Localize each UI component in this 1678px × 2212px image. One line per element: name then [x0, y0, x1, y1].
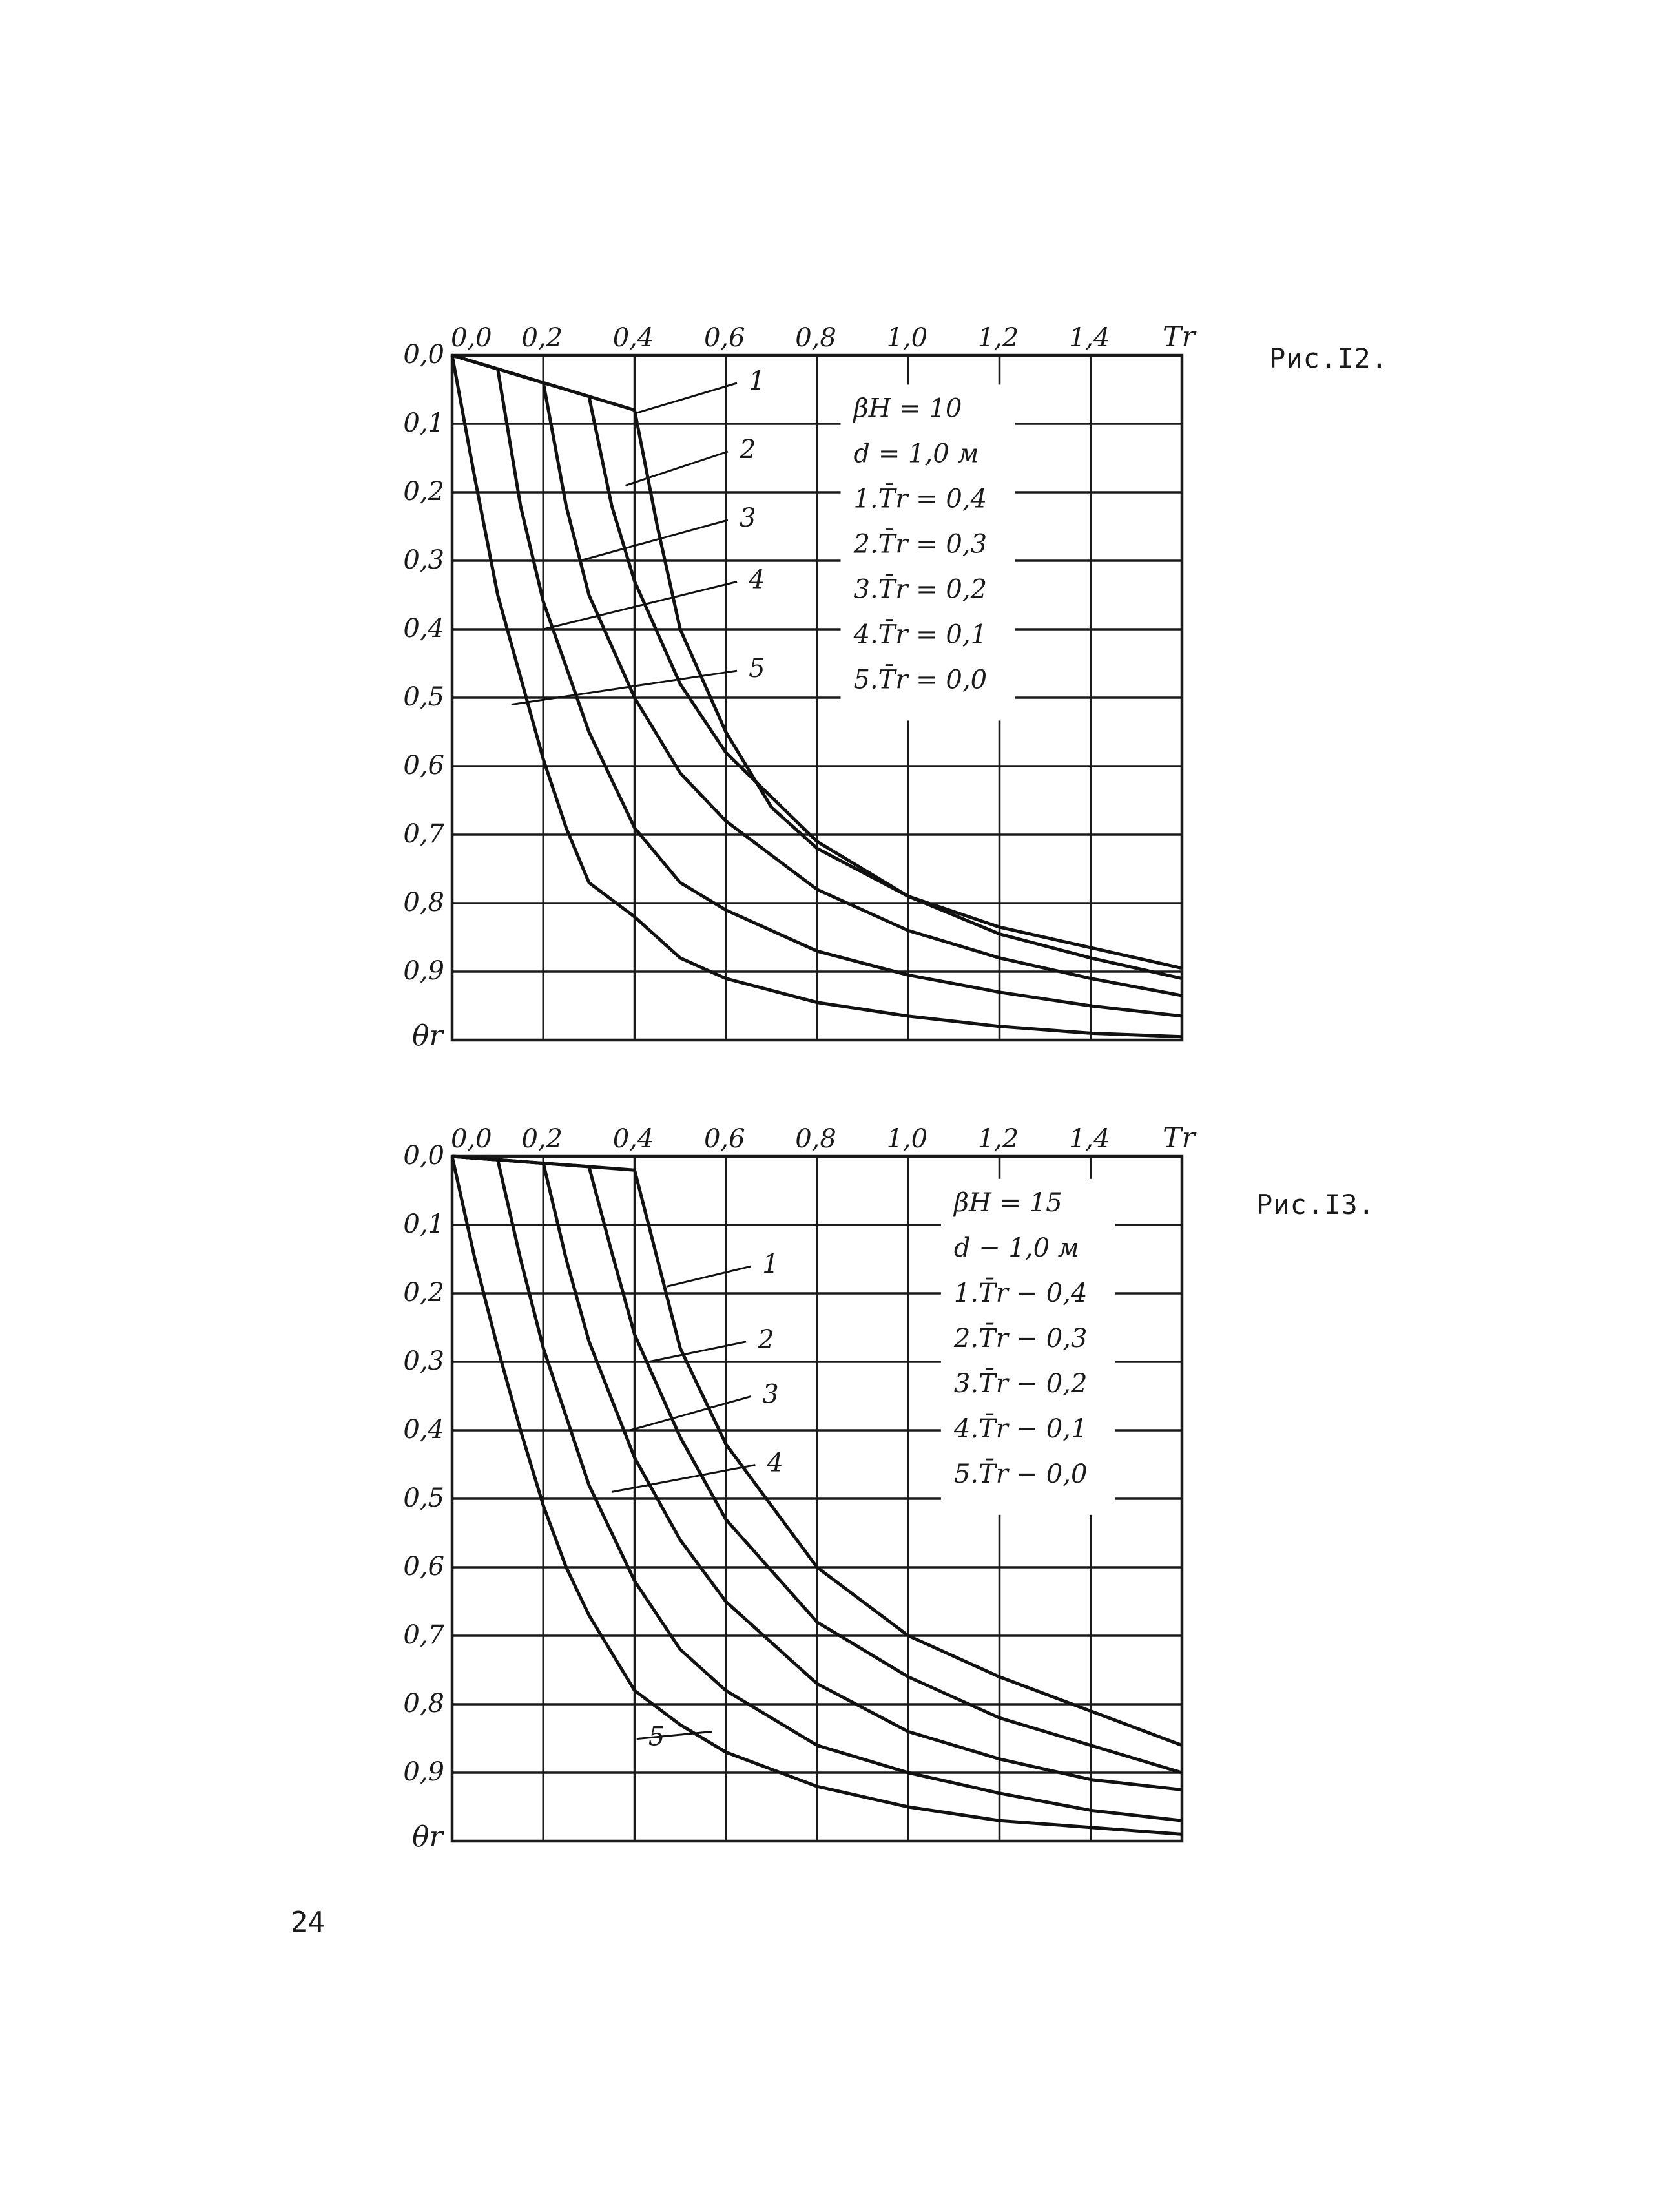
- series-label-3: 3: [739, 503, 756, 533]
- y-tick-label: 0,0: [403, 1141, 444, 1171]
- legend-entry: d = 1,0 м: [853, 439, 979, 469]
- x-tick-label: 0,6: [703, 323, 745, 353]
- x-tick-label: 1,0: [886, 1124, 928, 1154]
- legend-entry: 5.T̄r − 0,0: [953, 1459, 1088, 1489]
- legend-entry: βH = 10: [853, 393, 962, 424]
- y-tick-label: 0,5: [403, 1483, 444, 1513]
- x-tick-label: 0,4: [612, 323, 654, 353]
- y-tick-label: 0,3: [403, 1346, 444, 1376]
- series-label-4: 4: [749, 565, 765, 595]
- series-leader-1: [635, 383, 738, 413]
- series-label-4: 4: [767, 1448, 783, 1478]
- legend-entry: 3.T̄r = 0,2: [853, 574, 988, 605]
- y-tick-label: 0,7: [403, 819, 444, 849]
- x-axis-title: Tr: [1163, 1122, 1196, 1154]
- y-tick-label: 0,6: [403, 751, 444, 780]
- y-tick-label: 0,9: [403, 956, 444, 986]
- legend-entry: 2.T̄r = 0,3: [853, 529, 988, 559]
- chart-fig12: [381, 297, 1266, 1092]
- y-tick-label: 0,7: [403, 1620, 444, 1650]
- y-axis-title: θr: [412, 1821, 443, 1853]
- x-tick-label: 0,4: [612, 1124, 654, 1154]
- y-tick-label: 0,2: [403, 1278, 444, 1308]
- series-leader-2: [625, 452, 728, 485]
- y-tick-label: 0,0: [403, 340, 444, 370]
- series-leader-3: [630, 1397, 751, 1430]
- figure-13-caption: Рис.I3.: [1256, 1189, 1376, 1220]
- x-tick-label: 1,2: [977, 1124, 1019, 1154]
- series-leader-1: [667, 1266, 751, 1286]
- y-tick-label: 0,6: [403, 1552, 444, 1581]
- legend-entry: 4.T̄r − 0,1: [953, 1414, 1088, 1444]
- legend-entry: d − 1,0 м: [953, 1233, 1079, 1263]
- series-leader-4: [543, 581, 737, 629]
- legend-entry: 1.T̄r − 0,4: [953, 1278, 1088, 1308]
- series-leader-2: [648, 1342, 747, 1362]
- legend-entry: 5.T̄r = 0,0: [853, 665, 988, 695]
- x-axis-title: Tr: [1163, 320, 1196, 353]
- y-tick-label: 0,5: [403, 682, 444, 712]
- y-tick-label: 0,1: [403, 1209, 444, 1239]
- x-tick-label: 0,2: [521, 1124, 563, 1154]
- x-tick-label: 0,0: [451, 1124, 492, 1154]
- legend-entry: 2.T̄r − 0,3: [953, 1323, 1088, 1353]
- y-tick-label: 0,4: [403, 614, 444, 643]
- y-tick-label: 0,4: [403, 1415, 444, 1445]
- series-label-5: 5: [648, 1722, 665, 1752]
- series-leader-4: [612, 1465, 755, 1492]
- y-tick-label: 0,9: [403, 1757, 444, 1787]
- chart-fig13: [381, 1098, 1266, 1893]
- legend-entry: βH = 15: [953, 1187, 1062, 1218]
- x-tick-label: 0,8: [795, 323, 836, 353]
- series-label-2: 2: [739, 435, 756, 464]
- figure-12-caption: Рис.I2.: [1269, 342, 1389, 374]
- series-label-5: 5: [749, 654, 765, 684]
- y-axis-title: θr: [412, 1019, 443, 1052]
- y-tick-label: 0,3: [403, 545, 444, 575]
- series-label-3: 3: [762, 1379, 779, 1410]
- x-tick-label: 1,2: [977, 323, 1019, 353]
- series-label-2: 2: [758, 1324, 774, 1355]
- series-leader-3: [580, 520, 728, 561]
- x-tick-label: 1,4: [1068, 1124, 1110, 1154]
- y-tick-label: 0,8: [403, 888, 444, 917]
- legend-entry: 1.T̄r = 0,4: [853, 484, 988, 514]
- series-label-1: 1: [749, 366, 765, 396]
- page-number: 24: [291, 1906, 325, 1939]
- legend-entry: 3.T̄r − 0,2: [953, 1368, 1088, 1399]
- x-tick-label: 0,2: [521, 323, 563, 353]
- legend-entry: 4.T̄r = 0,1: [853, 620, 988, 650]
- x-tick-label: 0,0: [451, 323, 492, 353]
- x-tick-label: 1,4: [1068, 323, 1110, 353]
- x-tick-label: 0,8: [795, 1124, 836, 1154]
- y-tick-label: 0,1: [403, 408, 444, 438]
- y-tick-label: 0,8: [403, 1689, 444, 1718]
- x-tick-label: 1,0: [886, 323, 928, 353]
- series-label-1: 1: [762, 1249, 779, 1280]
- y-tick-label: 0,2: [403, 477, 444, 506]
- x-tick-label: 0,6: [703, 1124, 745, 1154]
